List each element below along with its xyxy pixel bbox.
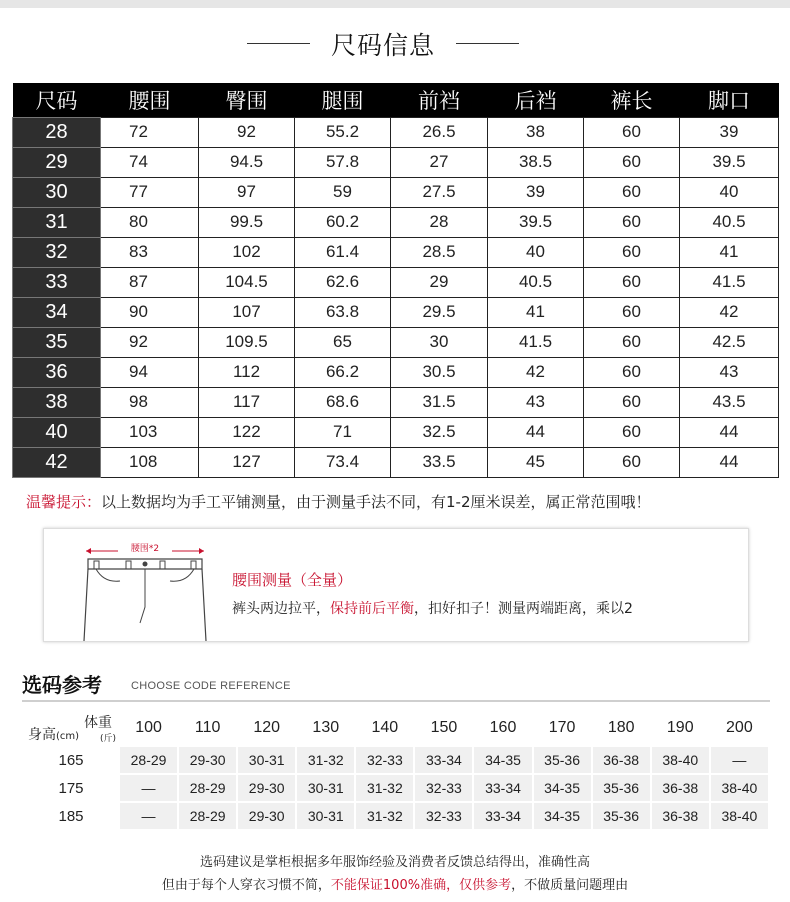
waist-cell: 83	[101, 237, 199, 267]
header-back-rise: 后裆	[488, 83, 584, 117]
size-range-cell: —	[120, 803, 177, 829]
size-range-cell: 36-38	[652, 775, 709, 801]
size-range-cell: 29-30	[179, 747, 236, 773]
back-rise-cell: 39	[488, 177, 584, 207]
header-hem: 脚口	[680, 83, 779, 117]
measure-desc	[232, 598, 633, 618]
front-rise-cell: 30	[391, 327, 488, 357]
table-row	[13, 207, 779, 237]
waist-cell: 77	[101, 177, 199, 207]
weight-header-cell: 160	[474, 711, 531, 745]
weight-header-cell: 200	[711, 711, 768, 745]
size-range-cell: 31-32	[356, 775, 413, 801]
hem-cell: 43.5	[680, 387, 779, 417]
header-thigh: 腿围	[295, 83, 391, 117]
reference-divider	[22, 700, 770, 702]
header-waist: 腰围	[101, 83, 199, 117]
length-cell: 60	[584, 447, 680, 477]
size-range-cell: 32-33	[415, 775, 472, 801]
hip-cell: 97	[199, 177, 295, 207]
table-row	[13, 267, 779, 297]
thigh-cell: 63.8	[295, 297, 391, 327]
length-cell: 60	[584, 327, 680, 357]
waist-cell: 103	[101, 417, 199, 447]
reference-title: 选码参考	[22, 673, 102, 697]
size-range-cell: 35-36	[593, 803, 650, 829]
size-cell: 28	[13, 117, 101, 147]
hip-cell: 94.5	[199, 147, 295, 177]
hip-cell: 102	[199, 237, 295, 267]
thigh-cell: 60.2	[295, 207, 391, 237]
size-range-cell: 33-34	[474, 803, 531, 829]
size-range-cell: 38-40	[711, 803, 768, 829]
hip-cell: 104.5	[199, 267, 295, 297]
size-range-cell: 38-40	[652, 747, 709, 773]
front-rise-cell: 29	[391, 267, 488, 297]
height-label-wrap	[28, 724, 79, 744]
height-cell: 175	[24, 775, 118, 801]
table-row	[13, 177, 779, 207]
size-cell: 34	[13, 297, 101, 327]
page-title: 尺码信息	[330, 31, 435, 60]
tip-text: 以上数据均为手工平铺测量，由于测量手法不同，有1-2厘米误差，属正常范围哦！	[101, 493, 651, 511]
reference-row	[24, 747, 768, 773]
weight-header-cell: 130	[297, 711, 354, 745]
length-cell: 60	[584, 237, 680, 267]
size-range-cell: 29-30	[238, 775, 295, 801]
size-cell: 36	[13, 357, 101, 387]
table-row	[13, 387, 779, 417]
hip-cell: 117	[199, 387, 295, 417]
size-range-cell: 32-33	[415, 803, 472, 829]
size-range-cell: 34-35	[534, 775, 591, 801]
waist-cell: 92	[101, 327, 199, 357]
size-range-cell: —	[120, 775, 177, 801]
hem-cell: 44	[680, 447, 779, 477]
table-row	[13, 357, 779, 387]
section-title	[0, 24, 790, 64]
waist-cell: 108	[101, 447, 199, 477]
reference-subtitle: CHOOSE CODE REFERENCE	[131, 680, 291, 692]
size-range-cell: 36-38	[652, 803, 709, 829]
hem-cell: 39	[680, 117, 779, 147]
weight-label: 体重	[84, 715, 112, 731]
weight-header-cell: 190	[652, 711, 709, 745]
hip-cell: 122	[199, 417, 295, 447]
header-front-rise: 前裆	[391, 83, 488, 117]
hip-cell: 127	[199, 447, 295, 477]
length-cell: 60	[584, 147, 680, 177]
hem-cell: 40	[680, 177, 779, 207]
hip-cell: 107	[199, 297, 295, 327]
size-cell: 32	[13, 237, 101, 267]
size-cell: 42	[13, 447, 101, 477]
waist-measure-panel	[43, 528, 749, 642]
pants-diagram	[82, 537, 212, 641]
front-rise-cell: 27.5	[391, 177, 488, 207]
measure-desc-part2: ，扣好扣子！测量两端距离，乘以2	[414, 601, 633, 617]
height-unit: (cm)	[56, 731, 80, 742]
back-rise-cell: 39.5	[488, 207, 584, 237]
note-line-2-part2: ，不做质量问题理由	[511, 878, 629, 893]
size-range-cell: 29-30	[238, 803, 295, 829]
size-range-cell: 33-34	[474, 775, 531, 801]
size-range-cell: 30-31	[297, 775, 354, 801]
hip-cell: 99.5	[199, 207, 295, 237]
length-cell: 60	[584, 357, 680, 387]
table-row	[13, 417, 779, 447]
size-range-cell: 31-32	[356, 803, 413, 829]
weight-header-cell: 150	[415, 711, 472, 745]
hem-cell: 44	[680, 417, 779, 447]
thigh-cell: 73.4	[295, 447, 391, 477]
back-rise-cell: 43	[488, 387, 584, 417]
weight-unit: (斤)	[99, 734, 116, 744]
size-range-cell: 36-38	[593, 747, 650, 773]
thigh-cell: 57.8	[295, 147, 391, 177]
corner-cell	[24, 711, 118, 745]
hem-cell: 42.5	[680, 327, 779, 357]
table-row	[13, 297, 779, 327]
waist-cell: 87	[101, 267, 199, 297]
thigh-cell: 66.2	[295, 357, 391, 387]
size-range-cell: 35-36	[593, 775, 650, 801]
back-rise-cell: 45	[488, 447, 584, 477]
size-cell: 40	[13, 417, 101, 447]
table-row	[13, 327, 779, 357]
hip-cell: 112	[199, 357, 295, 387]
back-rise-cell: 41.5	[488, 327, 584, 357]
note-line-2-part1: 但由于每个人穿衣习惯不简，	[161, 878, 331, 893]
weight-header-cell: 140	[356, 711, 413, 745]
length-cell: 60	[584, 267, 680, 297]
note-line-2-red: 不能保证100%准确，仅供参考	[330, 878, 512, 893]
hem-cell: 42	[680, 297, 779, 327]
thigh-cell: 68.6	[295, 387, 391, 417]
tip-label: 温馨提示：	[26, 493, 102, 511]
front-rise-cell: 31.5	[391, 387, 488, 417]
weight-header-row	[24, 711, 768, 745]
size-cell: 35	[13, 327, 101, 357]
header-size: 尺码	[13, 83, 101, 117]
size-cell: 38	[13, 387, 101, 417]
hip-cell: 109.5	[199, 327, 295, 357]
back-rise-cell: 44	[488, 417, 584, 447]
reference-row	[24, 775, 768, 801]
back-rise-cell: 40.5	[488, 267, 584, 297]
reference-row	[24, 803, 768, 829]
thigh-cell: 59	[295, 177, 391, 207]
weight-header-cell: 100	[120, 711, 177, 745]
waist-cell: 74	[101, 147, 199, 177]
size-range-cell: 35-36	[534, 747, 591, 773]
hip-cell: 92	[199, 117, 295, 147]
height-label: 身高	[28, 727, 56, 743]
size-range-cell: —	[711, 747, 768, 773]
table-row	[13, 147, 779, 177]
front-rise-cell: 27	[391, 147, 488, 177]
thigh-cell: 62.6	[295, 267, 391, 297]
weight-header-cell: 170	[534, 711, 591, 745]
back-rise-cell: 42	[488, 357, 584, 387]
waist-cell: 90	[101, 297, 199, 327]
waist-cell: 94	[101, 357, 199, 387]
measure-desc-red: 保持前后平衡	[330, 601, 414, 617]
back-rise-cell: 40	[488, 237, 584, 267]
size-range-cell: 30-31	[238, 747, 295, 773]
hem-cell: 41.5	[680, 267, 779, 297]
front-rise-cell: 30.5	[391, 357, 488, 387]
size-range-cell: 34-35	[534, 803, 591, 829]
size-reference-table	[22, 709, 770, 831]
waist-cell: 80	[101, 207, 199, 237]
size-range-cell: 28-29	[179, 803, 236, 829]
note-line-1: 选码建议是掌柜根据多年服饰经验及消费者反馈总结得出，准确性高	[199, 855, 590, 870]
size-range-cell: 28-29	[179, 775, 236, 801]
front-rise-cell: 29.5	[391, 297, 488, 327]
weight-header-cell: 110	[179, 711, 236, 745]
thigh-cell: 71	[295, 417, 391, 447]
note-line-2	[0, 874, 790, 893]
size-cell: 30	[13, 177, 101, 207]
hem-cell: 39.5	[680, 147, 779, 177]
size-range-cell: 28-29	[120, 747, 177, 773]
waist-cell: 72	[101, 117, 199, 147]
length-cell: 60	[584, 297, 680, 327]
thigh-cell: 61.4	[295, 237, 391, 267]
size-range-cell: 30-31	[297, 803, 354, 829]
measure-desc-part1: 裤头两边拉平，	[232, 601, 330, 617]
header-hip: 臀围	[199, 83, 295, 117]
hem-cell: 40.5	[680, 207, 779, 237]
length-cell: 60	[584, 117, 680, 147]
size-table-header	[13, 83, 779, 117]
weight-header-cell: 120	[238, 711, 295, 745]
front-rise-cell: 33.5	[391, 447, 488, 477]
size-cell: 29	[13, 147, 101, 177]
back-rise-cell: 38	[488, 117, 584, 147]
length-cell: 60	[584, 387, 680, 417]
back-rise-cell: 41	[488, 297, 584, 327]
header-length: 裤长	[584, 83, 680, 117]
back-rise-cell: 38.5	[488, 147, 584, 177]
measure-title: 腰围测量（全量）	[232, 571, 353, 589]
waist-cell: 98	[101, 387, 199, 417]
top-strip	[0, 0, 790, 8]
size-range-cell: 38-40	[711, 775, 768, 801]
waist-x2-label: 腰围*2	[130, 544, 160, 554]
size-cell: 33	[13, 267, 101, 297]
length-cell: 60	[584, 207, 680, 237]
height-cell: 165	[24, 747, 118, 773]
front-rise-cell: 26.5	[391, 117, 488, 147]
table-row	[13, 117, 779, 147]
front-rise-cell: 32.5	[391, 417, 488, 447]
hem-cell: 43	[680, 357, 779, 387]
hem-cell: 41	[680, 237, 779, 267]
weight-header-cell: 180	[593, 711, 650, 745]
front-rise-cell: 28.5	[391, 237, 488, 267]
table-row	[13, 237, 779, 267]
title-rule-left	[247, 43, 310, 44]
height-cell: 185	[24, 803, 118, 829]
table-row	[13, 447, 779, 477]
front-rise-cell: 28	[391, 207, 488, 237]
length-cell: 60	[584, 417, 680, 447]
title-rule-right	[456, 43, 519, 44]
size-range-cell: 31-32	[297, 747, 354, 773]
size-range-cell: 32-33	[356, 747, 413, 773]
size-table	[12, 83, 779, 478]
warm-tip	[26, 491, 651, 512]
length-cell: 60	[584, 177, 680, 207]
size-range-cell: 33-34	[415, 747, 472, 773]
thigh-cell: 55.2	[295, 117, 391, 147]
size-cell: 31	[13, 207, 101, 237]
size-range-cell: 34-35	[474, 747, 531, 773]
thigh-cell: 65	[295, 327, 391, 357]
